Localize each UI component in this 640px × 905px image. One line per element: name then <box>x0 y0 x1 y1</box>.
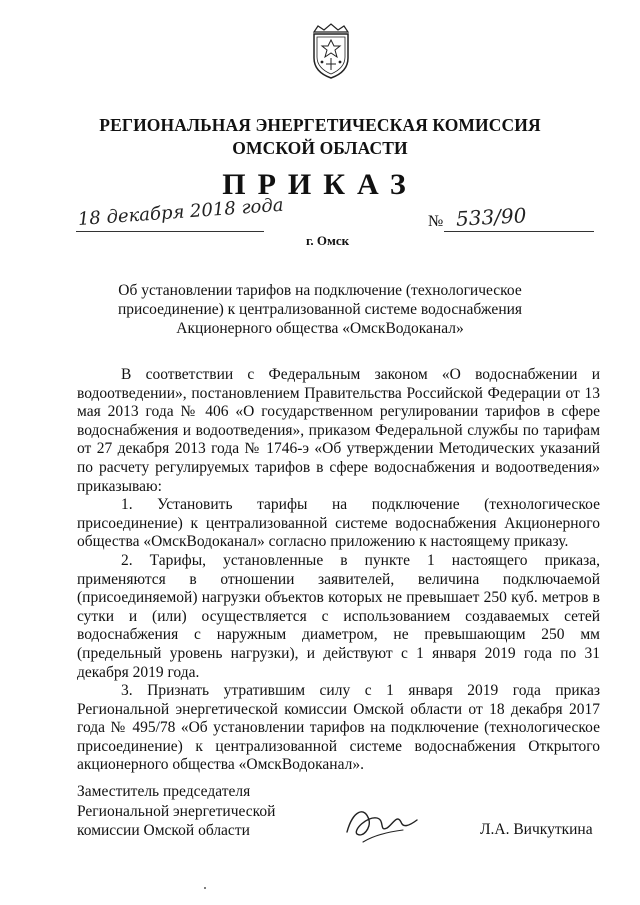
number-sign: № <box>428 213 444 230</box>
scan-speck <box>204 887 206 889</box>
signer-name: Л.А. Вичкуткина <box>480 821 593 838</box>
organization-name-line2: ОМСКОЙ ОБЛАСТИ <box>232 138 408 158</box>
city-label: г. Омск <box>306 233 350 248</box>
document-type-title: ПРИКАЗ <box>222 168 418 201</box>
handwritten-number: 533/90 <box>455 203 527 231</box>
order-item-3: 3. Признать утратившим силу с 1 января 2019 года приказ Региональной энергетической комиссии Омской области от 18 декабря 2017 года № 495/78 «Об установлении тарифов на подключение (технологическое присоединение) к централизованной системе водоснабжения Открытого акционерного общества «ОмскВодоканал». <box>77 682 600 774</box>
order-subject <box>90 281 550 338</box>
order-item-1: 1. Установить тарифы на подключение (технологическое присоединение) к централизованной системе водоснабжения Акционерного общества «ОмскВодоканал» согласно приложению к настоящему приказу. <box>77 496 600 551</box>
handwritten-signature-icon <box>343 802 423 844</box>
signer-position-line: Региональной энергетической <box>77 802 276 820</box>
signer-position-line: комиссии Омской области <box>77 822 250 839</box>
preamble-paragraph: В соответствии с Федеральным законом «О водоснабжении и водоотведении», постановлением Правительства Российской Федерации от 13 мая 2013 года № 406 «О государственном регулировании тарифов в сфере водоснабжения и водоотведения», приказом Федеральной службы по тарифам от 27 декабря 2013 года № 1746-э «Об утверждении Методических указаний по расчету регулируемых тарифов в сфере водоснабжения и водоотведения» приказываю: <box>77 366 600 495</box>
subject-line: Об установлении тарифов на подключение (технологическое <box>118 282 522 299</box>
signer-position <box>77 782 275 841</box>
number-underline <box>444 231 594 232</box>
subject-line: Акционерного общества «ОмскВодоканал» <box>176 320 464 337</box>
subject-line: присоединение) к централизованной системе водоснабжения <box>117 301 523 318</box>
organization-name-line1: РЕГИОНАЛЬНАЯ ЭНЕРГЕТИЧЕСКАЯ КОМИССИЯ <box>99 115 541 135</box>
date-underline <box>76 231 264 232</box>
signer-position-line: Заместитель председателя <box>77 783 251 800</box>
coat-of-arms-icon <box>310 22 352 80</box>
handwritten-date: 18 декабря 2018 года <box>77 194 285 230</box>
order-body <box>77 366 600 775</box>
order-item-2: 2. Тарифы, установленные в пункте 1 настоящего приказа, применяются в отношении заявителей, величина подключаемой (присоединяемой) нагрузки объектов которых не превышает 250 куб. метров в сутки и (или) осуществляется с использованием создаваемых сетей водоснабжения с наружным диаметром, не превышающим 250 мм (предельный уровень нагрузки), и действуют с 1 января 2019 года по 31 декабря 2019 года. <box>77 551 600 681</box>
